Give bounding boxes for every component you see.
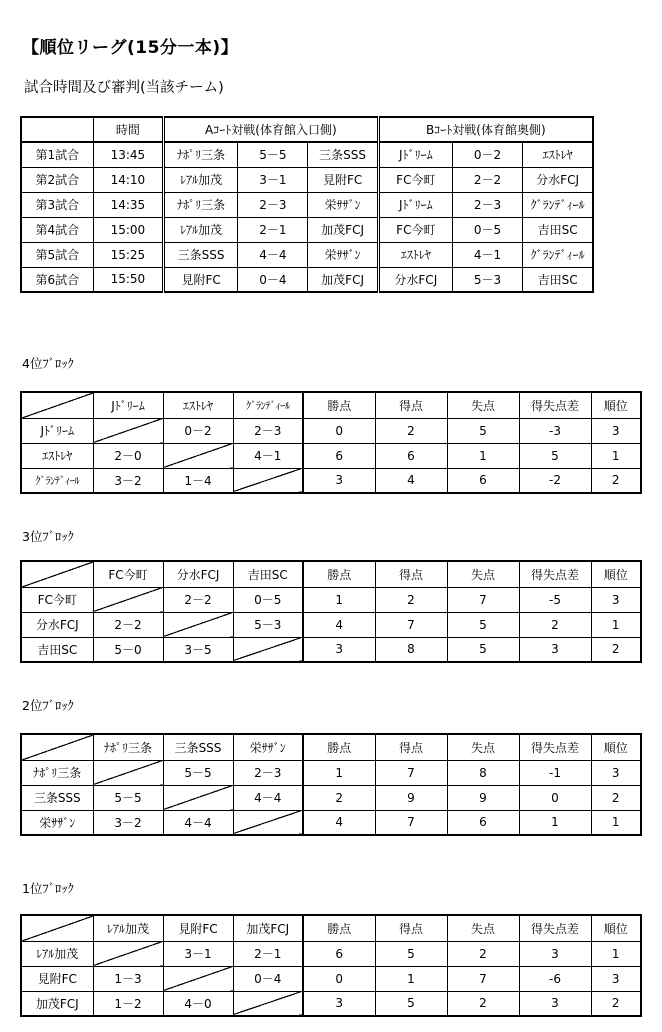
court-a-score: 3－1 xyxy=(238,167,308,192)
team-stat: 5 xyxy=(447,418,519,443)
court-b-score: 2－2 xyxy=(452,167,522,192)
schedule-header-time: 時間 xyxy=(93,117,163,142)
stat-column-header: 失点 xyxy=(447,734,519,760)
team-stat: 6 xyxy=(375,443,447,468)
match-time: 15:50 xyxy=(93,267,163,292)
self-match-diagonal xyxy=(233,991,303,1016)
team-column-header: ﾅﾎﾟﾘ三条 xyxy=(93,734,163,760)
self-match-diagonal xyxy=(163,785,233,810)
stat-column-header: 順位 xyxy=(591,561,641,587)
court-b-score: 2－3 xyxy=(452,192,522,217)
court-a-away: 栄ｻｻﾞﾝ xyxy=(308,242,378,267)
team-stat: 1 xyxy=(375,966,447,991)
court-b-home: 分水FCJ xyxy=(378,267,452,292)
block-header-row xyxy=(21,734,641,760)
stat-column-header: 失点 xyxy=(447,915,519,941)
corner-diagonal xyxy=(21,392,93,418)
match-result: 3－1 xyxy=(163,941,233,966)
court-a-home: 見附FC xyxy=(163,267,237,292)
stat-column-header: 失点 xyxy=(447,392,519,418)
team-stat: 7 xyxy=(447,966,519,991)
team-stat: 1 xyxy=(591,810,641,835)
team-stat: 8 xyxy=(375,637,447,662)
team-stat: -6 xyxy=(519,966,591,991)
block-team-row xyxy=(21,637,641,662)
stat-column-header: 得点 xyxy=(375,392,447,418)
team-column-header: Jﾄﾞﾘｰﾑ xyxy=(93,392,163,418)
court-b-away: 吉田SC xyxy=(523,217,593,242)
team-stat: 8 xyxy=(447,760,519,785)
self-match-diagonal xyxy=(163,612,233,637)
match-result: 0－5 xyxy=(233,587,303,612)
schedule-table xyxy=(20,116,594,293)
block-table xyxy=(20,560,642,663)
match-result: 3－2 xyxy=(93,468,163,493)
team-stat: 3 xyxy=(591,760,641,785)
court-a-away: 三条SSS xyxy=(308,142,378,167)
match-time: 13:45 xyxy=(93,142,163,167)
match-time: 15:25 xyxy=(93,242,163,267)
team-stat: -1 xyxy=(519,760,591,785)
team-stat: 1 xyxy=(447,443,519,468)
self-match-diagonal xyxy=(93,760,163,785)
team-row-label: 栄ｻｻﾞﾝ xyxy=(21,810,93,835)
court-a-home: ﾅﾎﾟﾘ三条 xyxy=(163,142,237,167)
team-stat: 1 xyxy=(591,443,641,468)
corner-diagonal xyxy=(21,561,93,587)
match-result: 4－0 xyxy=(163,991,233,1016)
team-stat: 5 xyxy=(447,612,519,637)
block-title: 2位ﾌﾞﾛｯｸ xyxy=(22,698,74,713)
block-team-row xyxy=(21,941,641,966)
team-stat: -3 xyxy=(519,418,591,443)
page-title: 【順位リーグ(15分一本)】 xyxy=(22,38,239,58)
team-stat: 3 xyxy=(519,637,591,662)
court-a-score: 4－4 xyxy=(238,242,308,267)
stat-column-header: 勝点 xyxy=(303,561,375,587)
team-stat: 1 xyxy=(591,612,641,637)
self-match-diagonal xyxy=(233,468,303,493)
court-b-away: 吉田SC xyxy=(523,267,593,292)
stat-column-header: 得失点差 xyxy=(519,392,591,418)
team-row-label: 分水FCJ xyxy=(21,612,93,637)
team-stat: 4 xyxy=(303,612,375,637)
block-table xyxy=(20,914,642,1017)
court-a-away: 加茂FCJ xyxy=(308,217,378,242)
match-label: 第1試合 xyxy=(21,142,93,167)
match-result: 2－2 xyxy=(93,612,163,637)
team-row-label: 加茂FCJ xyxy=(21,991,93,1016)
team-stat: 2 xyxy=(375,418,447,443)
team-stat: 4 xyxy=(375,468,447,493)
team-row-label: FC今町 xyxy=(21,587,93,612)
team-column-header: ｴｽﾄﾚﾔ xyxy=(163,392,233,418)
block-table xyxy=(20,391,642,494)
team-stat: 2 xyxy=(447,941,519,966)
match-label: 第3試合 xyxy=(21,192,93,217)
schedule-header-court-a: Aｺｰﾄ対戦(体育館入口側) xyxy=(163,117,378,142)
block-header-row xyxy=(21,561,641,587)
team-row-label: 見附FC xyxy=(21,966,93,991)
stat-column-header: 得点 xyxy=(375,915,447,941)
block-team-row xyxy=(21,468,641,493)
team-row-label: ｸﾞﾗﾝﾃﾞｨｰﾙ xyxy=(21,468,93,493)
block-team-row xyxy=(21,612,641,637)
team-stat: 1 xyxy=(519,810,591,835)
match-time: 14:10 xyxy=(93,167,163,192)
block-team-row xyxy=(21,760,641,785)
team-stat: 6 xyxy=(447,468,519,493)
self-match-diagonal xyxy=(233,637,303,662)
self-match-diagonal xyxy=(93,418,163,443)
team-stat: 7 xyxy=(375,760,447,785)
match-result: 4－4 xyxy=(163,810,233,835)
court-a-home: ﾚｱﾙ加茂 xyxy=(163,167,237,192)
stat-column-header: 得失点差 xyxy=(519,915,591,941)
team-stat: 7 xyxy=(447,587,519,612)
team-stat: 6 xyxy=(447,810,519,835)
team-column-header: 加茂FCJ xyxy=(233,915,303,941)
team-stat: 7 xyxy=(375,612,447,637)
match-label: 第5試合 xyxy=(21,242,93,267)
team-stat: 2 xyxy=(591,637,641,662)
match-result: 2－3 xyxy=(233,418,303,443)
self-match-diagonal xyxy=(163,443,233,468)
match-result: 4－1 xyxy=(233,443,303,468)
stat-column-header: 勝点 xyxy=(303,915,375,941)
team-stat: 0 xyxy=(303,966,375,991)
match-time: 14:35 xyxy=(93,192,163,217)
team-stat: 6 xyxy=(303,941,375,966)
schedule-row xyxy=(21,142,593,167)
team-row-label: ｴｽﾄﾚﾔ xyxy=(21,443,93,468)
team-column-header: ｸﾞﾗﾝﾃﾞｨｰﾙ xyxy=(233,392,303,418)
team-column-header: ﾚｱﾙ加茂 xyxy=(93,915,163,941)
block-header-row xyxy=(21,915,641,941)
team-stat: 3 xyxy=(591,587,641,612)
block-title: 3位ﾌﾞﾛｯｸ xyxy=(22,529,74,544)
self-match-diagonal xyxy=(93,587,163,612)
team-stat: 3 xyxy=(519,991,591,1016)
match-result: 2－1 xyxy=(233,941,303,966)
team-row-label: Jﾄﾞﾘｰﾑ xyxy=(21,418,93,443)
court-a-away: 栄ｻｻﾞﾝ xyxy=(308,192,378,217)
team-stat: 3 xyxy=(303,637,375,662)
court-a-score: 2－1 xyxy=(238,217,308,242)
match-result: 2－0 xyxy=(93,443,163,468)
match-result: 0－2 xyxy=(163,418,233,443)
self-match-diagonal xyxy=(233,810,303,835)
court-a-home: ﾚｱﾙ加茂 xyxy=(163,217,237,242)
team-column-header: 栄ｻｻﾞﾝ xyxy=(233,734,303,760)
court-b-home: Jﾄﾞﾘｰﾑ xyxy=(378,142,452,167)
schedule-row xyxy=(21,217,593,242)
team-stat: 0 xyxy=(519,785,591,810)
team-stat: 5 xyxy=(519,443,591,468)
court-b-home: ｴｽﾄﾚﾔ xyxy=(378,242,452,267)
team-stat: 2 xyxy=(303,785,375,810)
match-result: 5－5 xyxy=(93,785,163,810)
team-stat: 3 xyxy=(303,991,375,1016)
team-stat: 3 xyxy=(519,941,591,966)
court-b-score: 0－2 xyxy=(452,142,522,167)
self-match-diagonal xyxy=(163,966,233,991)
court-b-away: ｴｽﾄﾚﾔ xyxy=(523,142,593,167)
block-title: 4位ﾌﾞﾛｯｸ xyxy=(22,356,74,371)
team-stat: 3 xyxy=(591,966,641,991)
court-b-away: ｸﾞﾗﾝﾃﾞｨｰﾙ xyxy=(523,242,593,267)
match-result: 2－3 xyxy=(233,760,303,785)
team-stat: 7 xyxy=(375,810,447,835)
match-result: 1－3 xyxy=(93,966,163,991)
match-result: 4－4 xyxy=(233,785,303,810)
court-b-score: 5－3 xyxy=(452,267,522,292)
block-team-row xyxy=(21,991,641,1016)
block-title: 1位ﾌﾞﾛｯｸ xyxy=(22,881,74,896)
schedule-header-court-b: Bｺｰﾄ対戦(体育館奥側) xyxy=(378,117,593,142)
block-team-row xyxy=(21,966,641,991)
team-column-header: 三条SSS xyxy=(163,734,233,760)
court-b-away: 分水FCJ xyxy=(523,167,593,192)
team-stat: 4 xyxy=(303,810,375,835)
court-a-score: 0－4 xyxy=(238,267,308,292)
block-team-row xyxy=(21,443,641,468)
schedule-row xyxy=(21,192,593,217)
block-team-row xyxy=(21,785,641,810)
match-result: 3－5 xyxy=(163,637,233,662)
team-stat: 2 xyxy=(591,991,641,1016)
court-b-score: 4－1 xyxy=(452,242,522,267)
team-stat: 1 xyxy=(303,587,375,612)
team-column-header: 分水FCJ xyxy=(163,561,233,587)
team-stat: 2 xyxy=(591,468,641,493)
team-stat: 9 xyxy=(447,785,519,810)
court-b-home: FC今町 xyxy=(378,167,452,192)
court-b-score: 0－5 xyxy=(452,217,522,242)
team-stat: 2 xyxy=(447,991,519,1016)
stat-column-header: 得点 xyxy=(375,561,447,587)
team-stat: 1 xyxy=(591,941,641,966)
team-row-label: 吉田SC xyxy=(21,637,93,662)
stat-column-header: 順位 xyxy=(591,392,641,418)
stat-column-header: 得失点差 xyxy=(519,561,591,587)
stat-column-header: 順位 xyxy=(591,915,641,941)
team-row-label: 三条SSS xyxy=(21,785,93,810)
team-column-header: 吉田SC xyxy=(233,561,303,587)
corner-diagonal xyxy=(21,915,93,941)
team-stat: 6 xyxy=(303,443,375,468)
court-b-away: ｸﾞﾗﾝﾃﾞｨｰﾙ xyxy=(523,192,593,217)
team-stat: 3 xyxy=(591,418,641,443)
team-stat: 9 xyxy=(375,785,447,810)
team-row-label: ﾚｱﾙ加茂 xyxy=(21,941,93,966)
court-a-home: 三条SSS xyxy=(163,242,237,267)
stat-column-header: 得点 xyxy=(375,734,447,760)
team-stat: 2 xyxy=(375,587,447,612)
team-stat: -5 xyxy=(519,587,591,612)
team-stat: 3 xyxy=(303,468,375,493)
match-result: 2－2 xyxy=(163,587,233,612)
match-result: 5－0 xyxy=(93,637,163,662)
schedule-row xyxy=(21,167,593,192)
court-a-away: 見附FC xyxy=(308,167,378,192)
page-subtitle: 試合時間及び審判(当該チーム) xyxy=(24,80,224,96)
team-stat: 2 xyxy=(519,612,591,637)
schedule-row xyxy=(21,242,593,267)
team-stat: 2 xyxy=(591,785,641,810)
schedule-header-row xyxy=(21,117,593,142)
match-result: 3－2 xyxy=(93,810,163,835)
match-result: 5－3 xyxy=(233,612,303,637)
team-stat: 0 xyxy=(303,418,375,443)
court-a-home: ﾅﾎﾟﾘ三条 xyxy=(163,192,237,217)
match-result: 1－4 xyxy=(163,468,233,493)
court-a-score: 5－5 xyxy=(238,142,308,167)
team-row-label: ﾅﾎﾟﾘ三条 xyxy=(21,760,93,785)
stat-column-header: 得失点差 xyxy=(519,734,591,760)
match-result: 5－5 xyxy=(163,760,233,785)
block-team-row xyxy=(21,810,641,835)
block-table xyxy=(20,733,642,836)
corner-diagonal xyxy=(21,734,93,760)
team-column-header: FC今町 xyxy=(93,561,163,587)
team-stat: 5 xyxy=(375,941,447,966)
self-match-diagonal xyxy=(93,941,163,966)
court-b-home: FC今町 xyxy=(378,217,452,242)
match-result: 1－2 xyxy=(93,991,163,1016)
team-stat: 5 xyxy=(375,991,447,1016)
stat-column-header: 順位 xyxy=(591,734,641,760)
match-result: 0－4 xyxy=(233,966,303,991)
team-stat: 5 xyxy=(447,637,519,662)
court-a-away: 加茂FCJ xyxy=(308,267,378,292)
match-label: 第4試合 xyxy=(21,217,93,242)
stat-column-header: 勝点 xyxy=(303,392,375,418)
court-a-score: 2－3 xyxy=(238,192,308,217)
match-label: 第6試合 xyxy=(21,267,93,292)
court-b-home: Jﾄﾞﾘｰﾑ xyxy=(378,192,452,217)
block-header-row xyxy=(21,392,641,418)
match-time: 15:00 xyxy=(93,217,163,242)
block-team-row xyxy=(21,418,641,443)
stat-column-header: 勝点 xyxy=(303,734,375,760)
schedule-header-blank xyxy=(21,117,93,142)
team-stat: -2 xyxy=(519,468,591,493)
team-column-header: 見附FC xyxy=(163,915,233,941)
match-label: 第2試合 xyxy=(21,167,93,192)
block-team-row xyxy=(21,587,641,612)
schedule-row xyxy=(21,267,593,292)
stat-column-header: 失点 xyxy=(447,561,519,587)
team-stat: 1 xyxy=(303,760,375,785)
